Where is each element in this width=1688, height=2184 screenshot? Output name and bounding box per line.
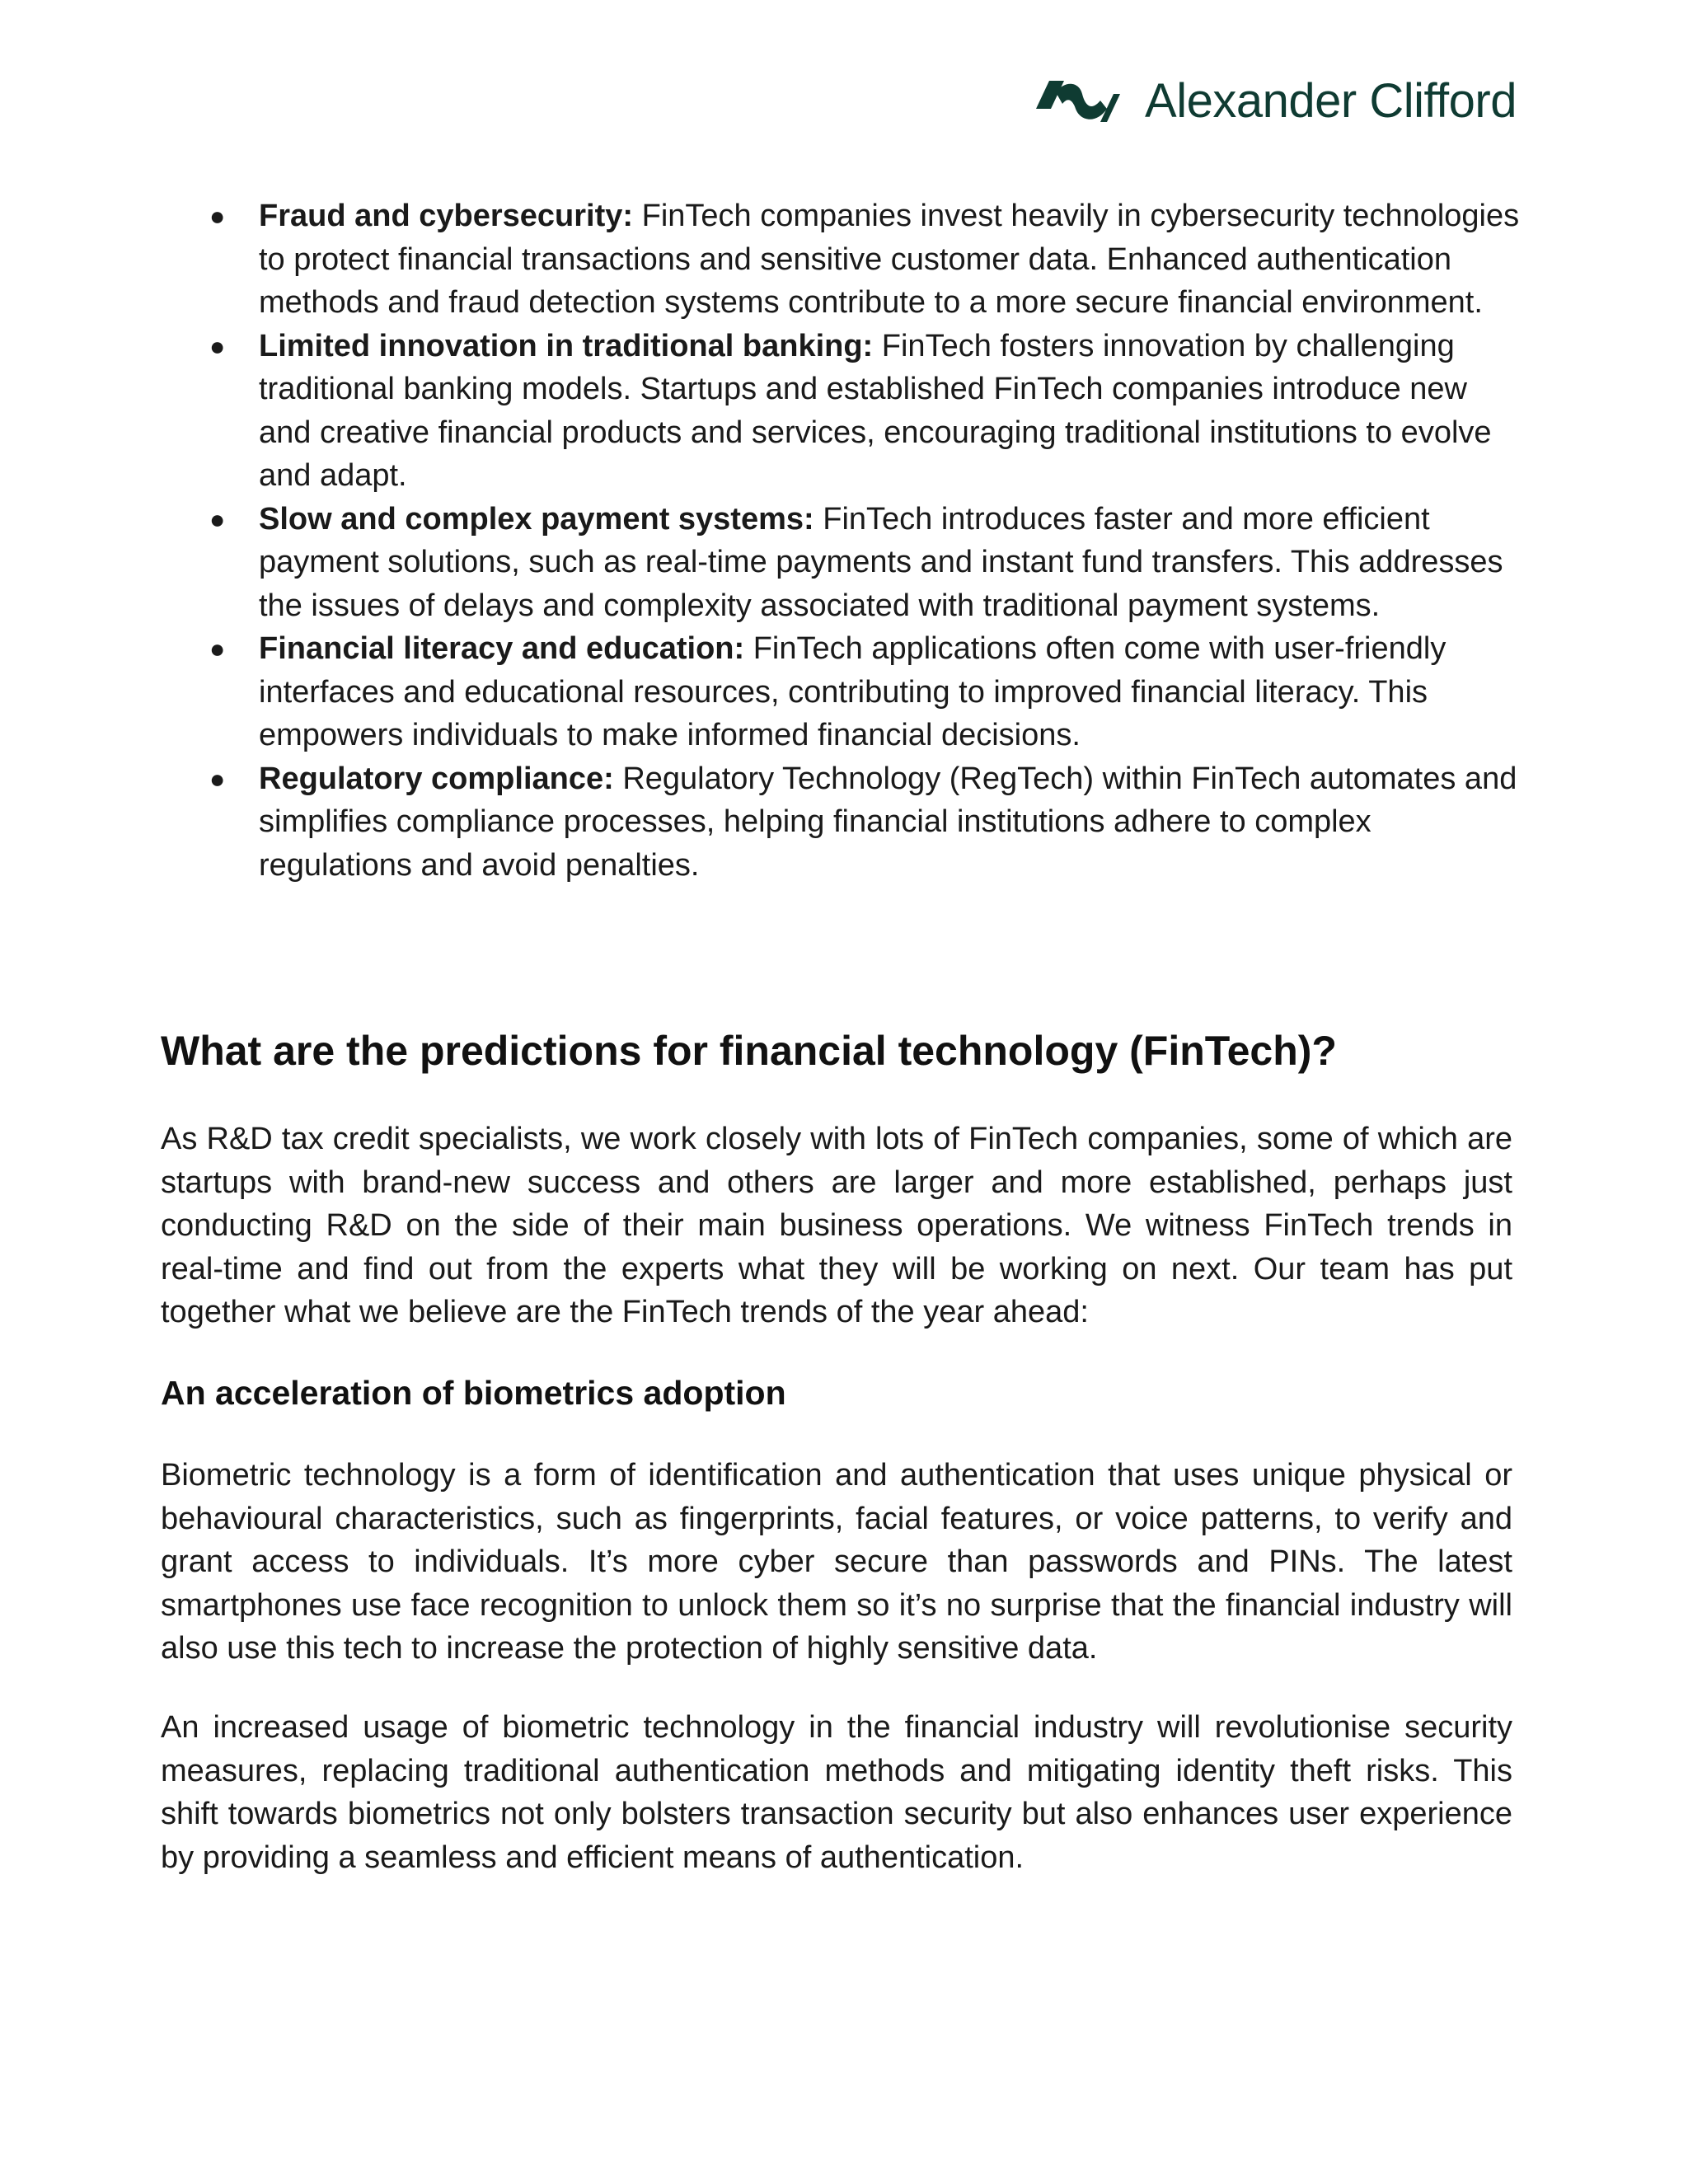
- bullet-text: FinTech companies invest heavily in cybersecurity technologies to protect financial transactions and sensitive customer data. Enhanced authentication methods and fraud detection systems contribute to a more secure financial environment.: [259, 199, 1520, 320]
- brand-name: Alexander Clifford: [1145, 74, 1517, 128]
- bullet-term: Regulatory compliance:: [259, 761, 614, 796]
- bullet-term: Financial literacy and education:: [259, 631, 745, 666]
- brand-logo: [1031, 76, 1517, 127]
- list-item: [0, 498, 1523, 628]
- bullet-icon: ●: [209, 634, 226, 663]
- section-heading: What are the predictions for financial technology (FinTech)?: [161, 1028, 1337, 1074]
- bullet-icon: ●: [209, 763, 226, 794]
- subsection-heading: An acceleration of biometrics adoption: [161, 1374, 786, 1412]
- benefits-list: [0, 194, 1688, 887]
- intro-paragraph: As R&D tax credit specialists, we work closely with lots of FinTech companies, some of which are startups with brand-new success and others are larger and more established, perhaps just conducting R&D on the side of their main business operations. We witness FinTech trends in real-time and find out from the experts what they will be working on next. Our team has put together what we believe are the FinTech trends of the year ahead:: [161, 1122, 1512, 1329]
- list-item: [0, 194, 1523, 325]
- bullet-icon: ●: [209, 504, 226, 534]
- bullet-term: Slow and complex payment systems:: [259, 501, 814, 537]
- bullet-term: Limited innovation in traditional banking:: [259, 328, 874, 363]
- brand-mark-icon: [1031, 76, 1120, 127]
- list-item: [0, 757, 1523, 888]
- bullet-term: Fraud and cybersecurity:: [259, 199, 634, 233]
- bullet-text: FinTech introduces faster and more efficient payment solutions, such as real-time payments and instant fund transfers. This addresses the issues of delays and complexity associated with traditional payment systems.: [259, 501, 1503, 623]
- body-paragraph: An increased usage of biometric technology in the financial industry will revolutionise security measures, replacing traditional authentication methods and mitigating identity theft risks. This shift towards biometrics not only bolsters transaction security but also enhances user experience by providing a seamless and efficient means of authentication.: [161, 1710, 1512, 1875]
- list-item: [0, 627, 1523, 757]
- body-paragraph: Biometric technology is a form of identification and authentication that uses unique physical or behavioural characteristics, such as fingerprints, facial features, or voice patterns, to verify and grant access to individuals. It’s more cyber secure than passwords and PINs. The latest smartphones use face recognition to unlock them so it’s no surprise that the financial industry will also use this tech to increase the protection of highly sensitive data.: [161, 1458, 1512, 1666]
- bullet-icon: ●: [209, 201, 226, 231]
- bullet-text: Regulatory Technology (RegTech) within FinTech automates and simplifies compliance processes, helping financial institutions adhere to complex regulations and avoid penalties.: [259, 761, 1517, 883]
- bullet-icon: ●: [209, 330, 226, 361]
- bullet-text: FinTech fosters innovation by challenging traditional banking models. Startups and established FinTech companies introduce new and creative financial products and services, encouraging traditional institutions to evolve and adapt.: [259, 328, 1492, 493]
- bullet-text: FinTech applications often come with user-friendly interfaces and educational resources, contributing to improved financial literacy. This empowers individuals to make informed financial decisions.: [259, 631, 1447, 752]
- list-item: [0, 325, 1523, 498]
